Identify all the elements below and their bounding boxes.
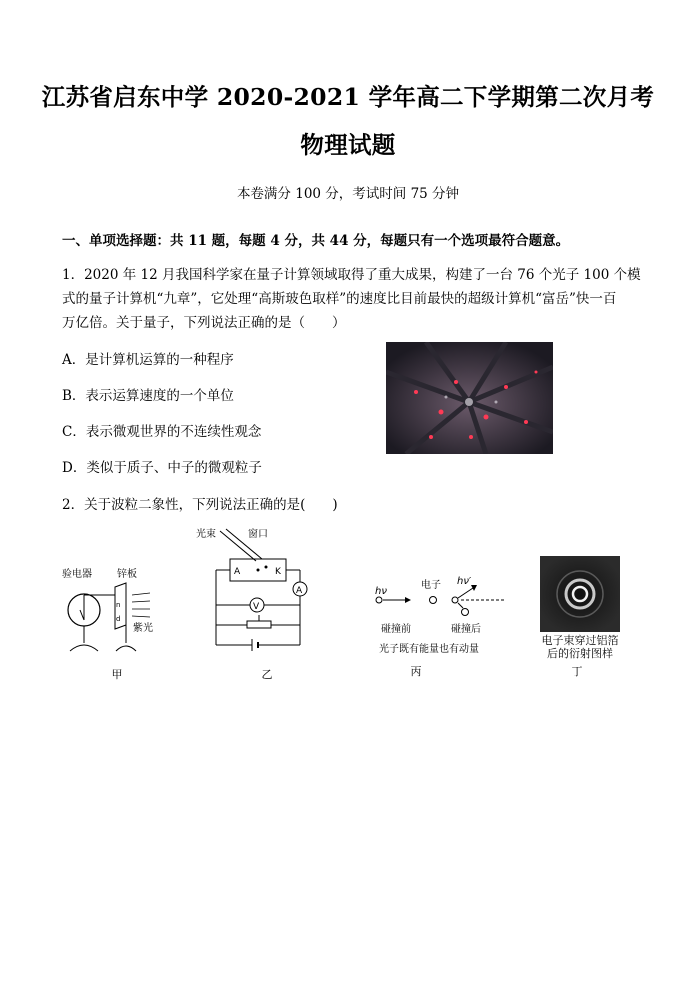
svg-text:d: d (116, 615, 121, 623)
question-1-option-d: D．类似于质子、中子的微观粒子 (62, 460, 262, 476)
figure-ding-note-line-2: 后的衍射图样 (547, 647, 613, 660)
label-ammeter: A (296, 586, 303, 596)
label-photon-energy: hν (375, 586, 387, 597)
paper-info: 本卷满分 100 分，考试时间 75 分钟 (236, 186, 460, 202)
label-light-beam: 光束 (196, 529, 216, 540)
question-1-option-a: A．是计算机运算的一种程序 (62, 352, 234, 368)
label-photon-momentum-note: 光子既有能量也有动量 (379, 644, 479, 655)
question-1-line-3: 万亿倍。关于量子，下列说法正确的是（ ） (62, 315, 346, 331)
figure-bing-caption: 丙 (410, 665, 422, 678)
label-anode: A (234, 567, 241, 577)
label-after-collision: 碰撞后 (451, 624, 481, 635)
figure-ding-note (530, 634, 630, 660)
label-zinc-plate: 锌板 (117, 569, 137, 580)
question-1-line-1: 1．2020 年 12 月我国科学家在量子计算领域取得了重大成果，构建了一台 76 个光子 100 个模 (62, 267, 641, 283)
figure-yi-photoelectric-circuit (192, 525, 322, 655)
label-uv-light: 紫光 (133, 623, 153, 634)
figure-jia-electroscope (60, 565, 180, 660)
label-before-collision: 碰撞前 (381, 624, 411, 635)
section-heading: 一、单项选择题：共 11 题，每题 4 分，共 44 分，每题只有一个选项最符合题意。 (62, 233, 570, 249)
figure-ding-caption: 丁 (571, 665, 583, 678)
quantum-computer-photo (386, 342, 553, 454)
label-cathode: K (275, 567, 281, 577)
question-1-option-b: B．表示运算速度的一个单位 (62, 388, 234, 404)
paper-subject-title: 物理试题 (300, 131, 396, 159)
question-1-line-2: 式的量子计算机“九章”，它处理“高斯玻色取样”的速度比目前最快的超级计算机“富岳”快一百 (62, 291, 617, 307)
label-scattered-photon: hν′ (457, 576, 472, 587)
label-electroscope: 验电器 (62, 569, 92, 580)
paper-title: 江苏省启东中学 2020-2021 学年高二下学期第二次月考 (41, 83, 655, 111)
svg-text:n: n (116, 601, 121, 609)
label-voltmeter: V (253, 602, 260, 612)
figure-jia-caption: 甲 (111, 668, 123, 681)
label-electron: 电子 (421, 580, 441, 591)
label-window: 窗口 (248, 529, 268, 540)
figure-bing-compton (365, 570, 515, 660)
question-2-stem: 2．关于波粒二象性，下列说法正确的是( ) (62, 497, 338, 513)
figure-ding-note-line-1: 电子束穿过铝箔 (541, 634, 619, 647)
question-1-stem (62, 263, 642, 335)
question-1-option-c: C．表示微观世界的不连续性观念 (62, 424, 262, 440)
figure-ding-diffraction-pattern (540, 556, 620, 632)
figure-yi-caption: 乙 (261, 668, 273, 681)
